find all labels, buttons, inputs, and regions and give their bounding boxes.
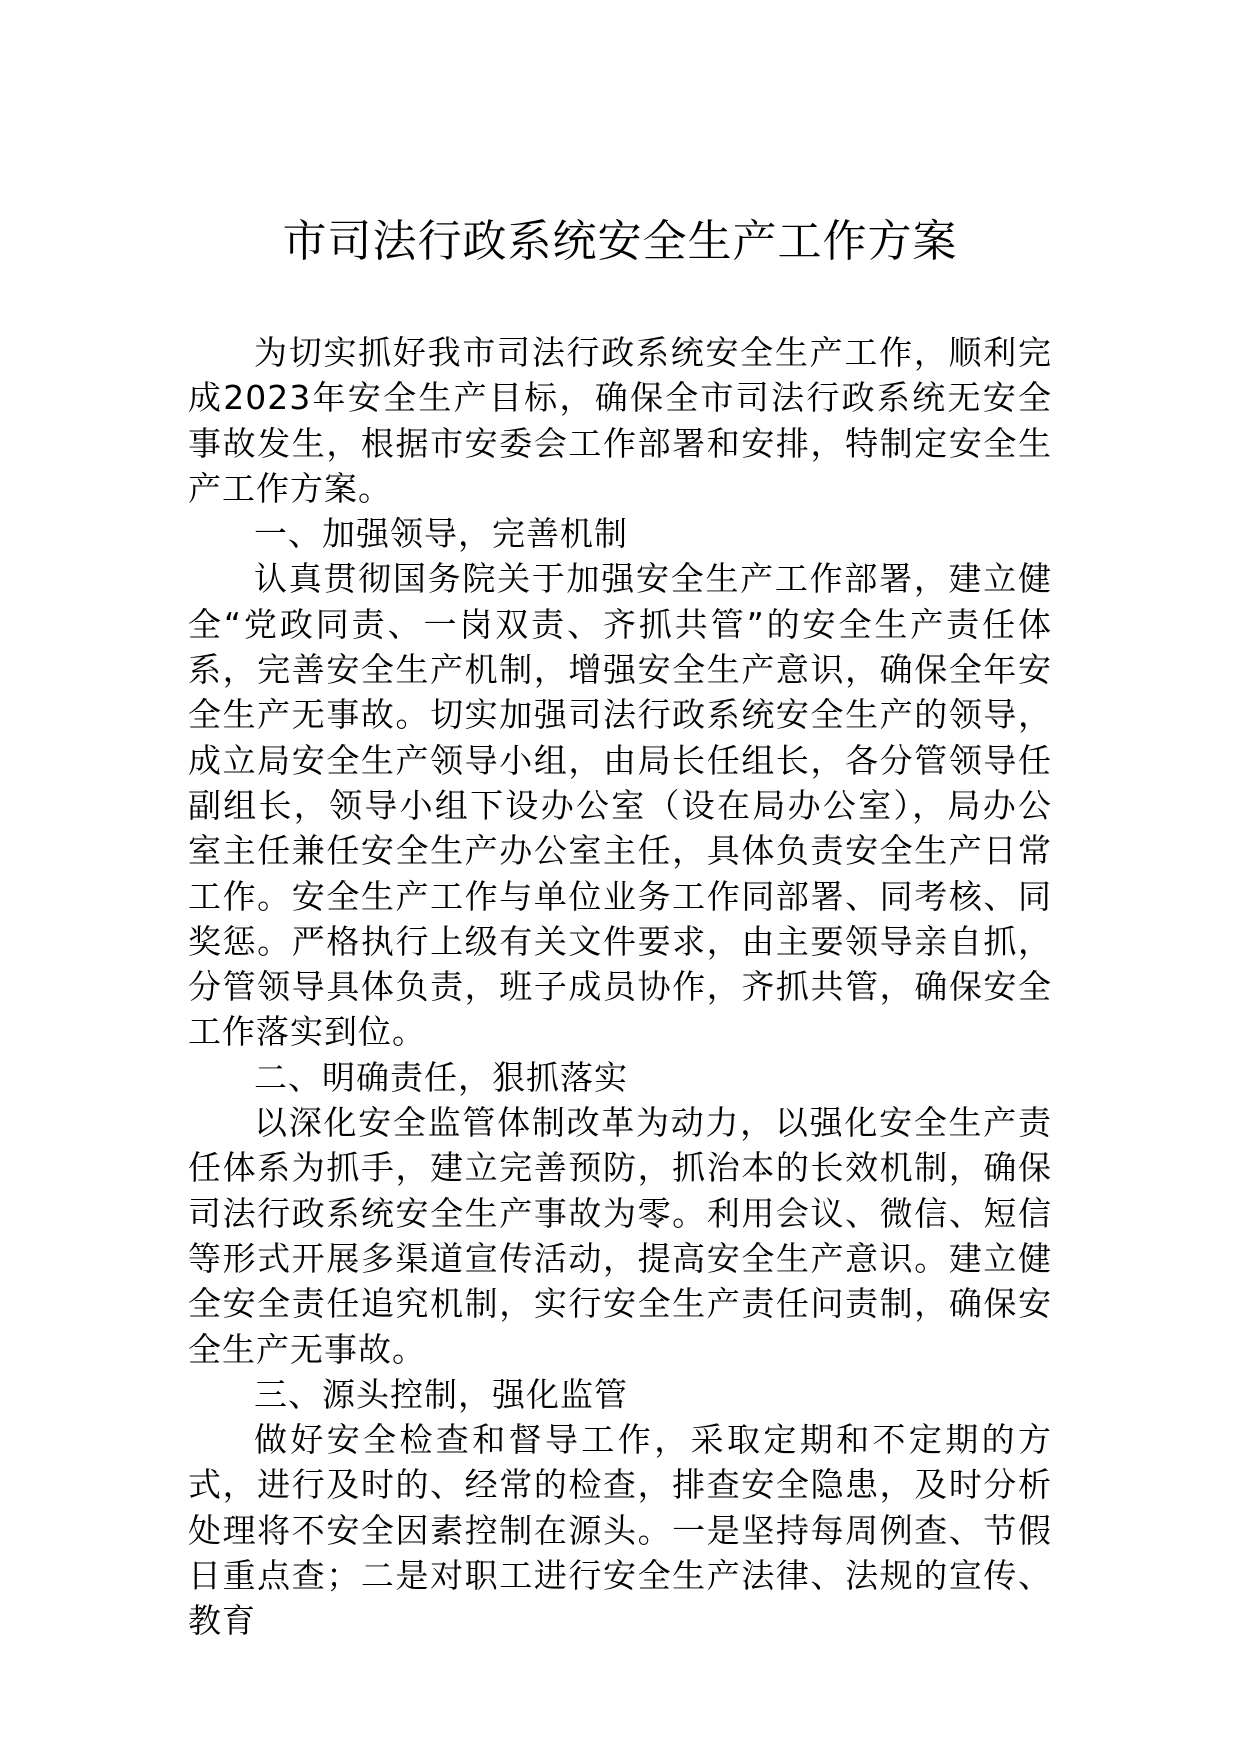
document-title: 市司法行政系统安全生产工作方案 — [282, 216, 958, 267]
document-body — [188, 330, 1052, 1644]
section-paragraph-1: 认真贯彻国务院关于加强安全生产工作部署，建立健全“党政同责、一岗双责、齐抓共管”的安全生产责任体系，完善安全生产机制，增强安全生产意识，确保全年安全生产无事故。切实加强司法行政系统安全生产的领导，成立局安全生产领导小组，由局长任组长，各分管领导任副组长，领导小组下设办公室（设在局办公室），局办公室主任兼任安全生产办公室主任，具体负责安全生产日常工作。安全生产工作与单位业务工作同部署、同考核、同奖惩。严格执行上级有关文件要求，由主要领导亲自抓，分管领导具体负责，班子成员协作，齐抓共管，确保安全工作落实到位。 — [188, 559, 1052, 1052]
section-heading-3: 三、源头控制，强化监管 — [254, 1374, 628, 1414]
intro-paragraph: 为切实抓好我市司法行政系统安全生产工作，顺利完成2023年安全生产目标，确保全市司法行政系统无安全事故发生，根据市安委会工作部署和安排，特制定安全生产工作方案。 — [188, 333, 1052, 508]
section-heading-2: 二、明确责任，狠抓落实 — [254, 1057, 628, 1097]
section-paragraph-2: 以深化安全监管体制改革为动力，以强化安全生产责任体系为抓手，建立完善预防，抓治本的长效机制，确保司法行政系统安全生产事故为零。利用会议、微信、短信等形式开展多渠道宣传活动，提高安全生产意识。建立健全安全责任追究机制，实行安全生产责任问责制，确保安全生产无事故。 — [188, 1103, 1052, 1369]
section-heading-1: 一、加强领导，完善机制 — [254, 514, 628, 554]
section-paragraph-3: 做好安全检查和督导工作，采取定期和不定期的方式，进行及时的、经常的检查，排查安全隐患，及时分析处理将不安全因素控制在源头。一是坚持每周例查、节假日重点查；二是对职工进行安全生产法律、法规的宣传、教育 — [188, 1420, 1052, 1641]
